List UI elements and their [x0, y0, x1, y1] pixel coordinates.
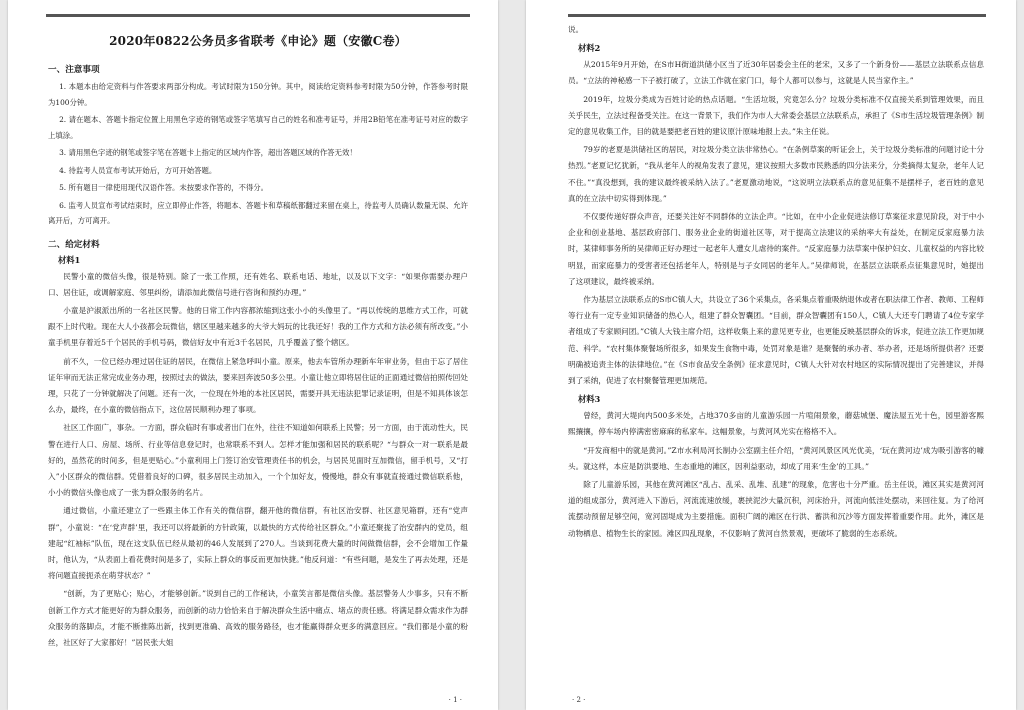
note-item: 3. 请用黑色字迹的钢笔或签字笔在答题卡上指定的区域内作答，超出答题区域的作答无效！: [59, 148, 357, 157]
document-page-2: [526, 0, 1016, 710]
section-heading-notes: 一、注意事项: [48, 65, 100, 75]
note-item: 4. 待监考人员宣布考试开始后，方可开始答题。: [59, 165, 217, 175]
note-item: 2. 请在题本、答题卡指定位置上用黑色字迹的钢笔或签字笔填写自己的姓名和准考证号，并用2B铅笔在准考证号对应的数字上填涂。: [48, 115, 468, 140]
material-heading: 材料2: [577, 43, 601, 54]
body-paragraph: 前不久，一位已经办理过居住证的居民，在微信上紧急呼叫小童。原来，他去车管所办理新车年审业务，但由于忘了居住证年审而无法正常完成业务办理，按照过去的做法，要来回奔波50多公里。小童让他立即将居住证的正面通过微信拍照传回处理，只花了一分钟就解决了问题。还有一次，一位现在外地的本社区居民，需要开具无违法犯罪记录证明，但是不知具体该怎么办，最终，在小童的微信指点下，这位居民顺利办理了事项。: [48, 356, 468, 415]
header-rule: [568, 14, 986, 17]
section-heading-materials: 二、给定材料: [48, 239, 100, 250]
continued-text: 说。: [568, 25, 584, 34]
document-page-1: [8, 0, 498, 710]
page-number: · 2 ·: [572, 696, 586, 704]
header-rule: [46, 14, 470, 17]
body-paragraph: “开发商相中的就是黄河。”Z市水利局河长制办公室副主任介绍，“黄河风景区风光优美，‘玩在黄河边’成为吸引游客的噱头。就这样，本应是防洪要地、生态重地的滩区，因利益驱动，却成了用来‘生金’的工具。”: [568, 445, 984, 471]
page-content: [568, 22, 984, 692]
body-paragraph: 79岁的老夏是洪储社区的居民，对垃圾分类立法非常热心。“在条例草案的听证会上，关于垃圾分类标准的问题讨论十分热烈。”老夏记忆犹新，“我从老年人的视角发表了意见，建议按照大多数市民熟悉的四分法来分，分类摘得太复杂，老年人记不住。”“真没想到，我的建议最终被采纳入法了。”老夏激动地说，“这说明立法联系点的意见征集不是摆样子，老百姓的意见真的在立法中切实得到体现。”: [568, 145, 984, 203]
note-item: 5. 所有题目一律使用现代汉语作答。未按要求作答的，不得分。: [59, 183, 269, 192]
body-paragraph: 通过微信，小童还建立了一些跟主体工作有关的微信群，翻开他的微信群，有社区治安群、社区意见箱群，还有“党声群”，小童说：“在‘党声群’里，我还可以将最新的方针政策，以最快的方式传给社区群众。”小童还聚拢了治安群内的党员，组建起“红袖标”队伍，现在这支队伍已经从最初的46人发展到了270人。当谈到花费大量的时间做微信群，会不会增加工作量时，他认为，“从表面上看花费时间是多了，实际上群众的事反而更加快捷。”他反问道：“有些问题，是发生了再去处理，还是将问题直接扼杀在萌芽状态？”: [48, 506, 468, 581]
note-item: 6. 监考人员宣布考试结束时，应立即停止作答，将题本、答题卡和草稿纸都翻过来留在桌上，待监考人员确认数量无误、允许离开后，方可离开。: [48, 200, 468, 225]
body-paragraph: 小童是沪淑派出所的一名社区民警。他的日常工作内容都浓缩到这张小小的头像里了。“再以传统的思维方式工作，可就跟不上时代啦。现在大人小孩都会玩微信，辖区里越来越多的大爷大妈玩的比我还好！我的工作方式和方法必须有所改变。”小童手机里存着近5千个居民的手机号码，微信好友中有近3千名居民，几乎覆盖了整个辖区。: [48, 305, 468, 348]
body-paragraph: 民警小童的微信头像，很是特别。除了一张工作照，还有姓名、联系电话、地址，以及以下文字：“如果你需要办理户口、居住证，或调解家庭、邻里纠纷，请添加此微信号进行咨询和预约办理。”: [48, 271, 468, 297]
body-paragraph: “创新，为了更贴心；贴心，才能够创新。”说到自己的工作秘诀，小童笑言都是微信头像。基层警务人少事多，只有不断创新工作方式才能更好的为群众服务，而创新的动力恰恰来自于解决群众生活中痛点、堵点的责任感。将满足群众需求作为群众服务的落脚点，才能不断推陈出新，找到更准确、高效的服务路径，也才能赢得群众更多的满意回应。“我们都是小童的粉丝，社区好了大家都好！”居民张大姐: [48, 589, 468, 647]
body-paragraph: 不仅要传递好群众声音，还要关注好不同群体的立法企声。“比如，在中小企业促进法修订草案征求意见阶段，对于中小企业和创业基地、基层政府部门、服务业企业的街道社区等，对于提高立法建议的采纳率大有益处，在制定反家庭暴力法时，某律师事务所的吴律师正好办理过一起老年人遭女儿虐待的案件。“反家庭暴力法草案中保护妇女、儿童权益的内容比较明显，而家庭暴力的受害者还包括老年人，特别是与子女同居的老年人。”吴律师说，在基层立法联系点征集意见时，她提出了这项建议，最终被采纳。: [568, 212, 984, 286]
page-number: · 1 ·: [448, 696, 462, 704]
page-content: [48, 22, 468, 692]
body-paragraph: 社区工作面广，事杂。一方面，群众临时有事或者出门在外，往往不知道如何联系上民警；另一方面，由于流动性大，民警在进行人口、房屋、场所、行业等信息登记时，也常联系不到人。怎样才能加强和居民的联系呢？“与群众一对一联系是最好的，虽然花的时间多，但是更贴心。”小童利用上门签订治安管理责任书的机会，与居民见面时互加微信，留手机号，又“打入”小区群众的微信群。凭借着良好的口碑，很多居民主动加入，一个个加好友，慢慢地，群众有事就直接通过微信联系他，小小的微信头像也成了一张为群众服务的名片。: [48, 423, 468, 498]
material-heading: 材料3: [577, 394, 601, 405]
material-heading: 材料1: [57, 254, 81, 265]
body-paragraph: 曾经，黄河大堤向内500多米处，占地370多亩的儿童游乐园一片喧闹景象，蘑菇城堡、魔法屋五光十色，园里游客熙熙攘攘，停车场内停满密密麻麻的私家车。这幅景象，与黄河风光实在格格不入。: [568, 411, 984, 437]
body-paragraph: 除了儿童游乐园，其他在黄河滩区“乱占、乱采、乱堆、乱建”的现象，危害也十分严重。岳主任说，滩区其实是黄河河道的组成部分，黄河进入下游后，河流流速放缓，裹挟泥沙大量沉积，河床抬升，河流向低洼处摆动，来回往复。为了给河流摆动预留足够空间，宽河固堤成为主要措施。面积广阔的滩区在行洪、蓄洪和沉沙等方面发挥着重要作用。此外，滩区是动物栖息、植物生长的家园。滩区四乱现象，不仅影响了黄河自然景观，更破坏了脆弱的生态系统。: [568, 480, 984, 538]
body-paragraph: 从2015年9月开始，在S市H街道洪储小区当了近30年居委会主任的老宋，又多了一个新身份——基层立法联系点信息员。“立法的神秘感一下子被打破了，立法工作就在家门口，每个人都可以参与，这就是人民当家作主。”: [568, 60, 984, 86]
body-paragraph: 作为基层立法联系点的S市C镇人大，共设立了36个采集点，各采集点着重吸纳退休或者在职法律工作者、教师、工程师等行业有一定专业知识储备的热心人，组建了群众智囊团。“目前，群众智囊团有150人，C镇人大还专门聘请了4位专家学者组成了专家顾问团。”C镇人大钱主席介绍，这样收集上来的意见更专业，也更能反映基层群众的诉求，促进立法工作更加规范、科学。“农村集体聚餐场所很多，如果发生食物中毒，处罚对象是谁？是聚餐的承办者、举办者，还是场所提供者？还要明确被追责主体的法律地位。”在《S市食品安全条例》征求意见时，C镇人大针对农村地区的实际情况提出了完善建议，并得到了采纳，促进了农村聚餐管理更加规范。: [568, 295, 984, 386]
body-paragraph: 2019年，垃圾分类成为百姓讨论的热点话题。“生活垃圾，究竟怎么分？垃圾分类标准不仅直接关系到管理效果，而且关乎民生，立法过程备受关注。在这一背景下，我们作为市人大常委会基层立法联系点，承担了《S市生活垃圾管理条例》制定的意见收集工作，目的就是要把老百姓的建议原汁原味地报上去。”朱主任说。: [568, 94, 984, 137]
document-title: 2020年0822公务员多省联考《申论》题（安徽C卷）: [109, 34, 407, 48]
note-item: 1. 本题本由给定资料与作答要求两部分构成。考试时限为150分钟。其中，阅读给定资料参考时限为50分钟，作答参考时限为100分钟。: [48, 82, 468, 107]
